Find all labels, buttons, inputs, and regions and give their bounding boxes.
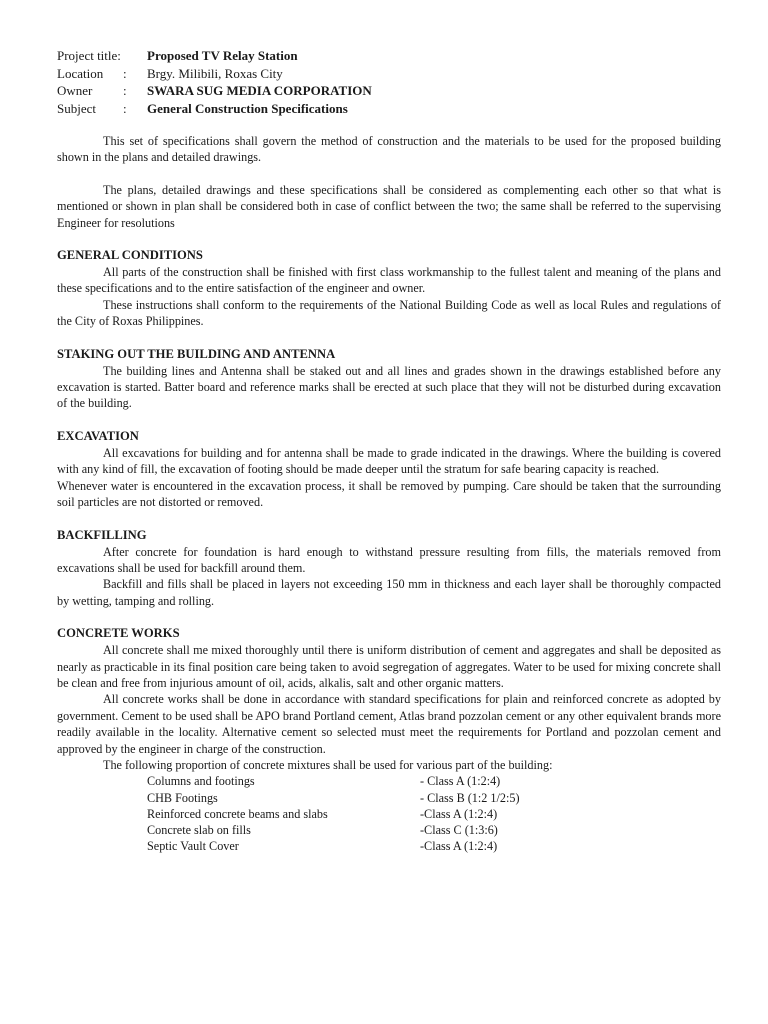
header-value-project-title: Proposed TV Relay Station bbox=[147, 48, 298, 63]
mixture-class: - Class B (1:2 1/2:5) bbox=[420, 790, 520, 805]
header-key: Project title: bbox=[57, 48, 121, 63]
concrete-mixture-list bbox=[147, 773, 721, 854]
header-value-owner: SWARA SUG MEDIA CORPORATION bbox=[147, 83, 372, 98]
section-paragraph: The building lines and Antenna shall be staked out and all lines and grades shown in the drawings established before any excavation is started. Batter board and reference marks shall be erected at such place that they will not be disturbed during excavation of the building. bbox=[57, 363, 721, 411]
header-row-project-title bbox=[57, 47, 737, 65]
section-paragraph: The following proportion of concrete mixtures shall be used for various part of the building: bbox=[103, 757, 553, 772]
list-item bbox=[147, 773, 721, 789]
mixture-part: Concrete slab on fills bbox=[147, 822, 251, 837]
section-heading-backfilling: BACKFILLING bbox=[57, 527, 147, 542]
mixture-class: -Class A (1:2:4) bbox=[420, 839, 498, 854]
section-heading-excavation: EXCAVATION bbox=[57, 428, 139, 443]
mixture-part: CHB Footings bbox=[147, 790, 218, 805]
section-paragraph: All concrete works shall be done in accordance with standard specifications for plain and reinforced concrete as adopted by government. Cement to be used shall be APO brand Portland cement, Atlas brand pozzolan cement or any other equivalent brands more readily available in the locality. Alternative cement so selected must meet the requirements for Portland and pozzolan cement and approved by the engineer in charge of the construction. bbox=[57, 692, 721, 756]
intro-paragraph: The plans, detailed drawings and these specifications shall be considered as complementing each other so that what is mentioned or shown in plan shall be considered both in case of conflict between the two; the same shall be referred to the supervising Engineer for resolutions bbox=[57, 182, 721, 230]
header-row-location bbox=[57, 65, 737, 83]
mixture-class: - Class A (1:2:4) bbox=[420, 774, 501, 789]
section-heading-concrete-works: CONCRETE WORKS bbox=[57, 626, 180, 641]
header-value-location: Brgy. Milibili, Roxas City bbox=[147, 65, 283, 81]
section-paragraph: All parts of the construction shall be finished with first class workmanship to the fullest talent and meaning of the plans and these specifications and to the entire satisfaction of the engineer and owner. bbox=[57, 265, 721, 296]
header-row-subject bbox=[57, 100, 737, 118]
section-heading-staking: STAKING OUT THE BUILDING AND ANTENNA bbox=[57, 346, 336, 361]
header-separator: : bbox=[123, 65, 127, 81]
list-item bbox=[147, 806, 721, 822]
section-heading-general-conditions: GENERAL CONDITIONS bbox=[57, 248, 203, 263]
mixture-part: Septic Vault Cover bbox=[147, 839, 239, 854]
header-row-owner bbox=[57, 82, 737, 100]
mixture-part: Columns and footings bbox=[147, 774, 255, 789]
list-item bbox=[147, 838, 721, 854]
intro-paragraph: This set of specifications shall govern the method of construction and the materials to be used for the proposed building shown in the plans and detailed drawings. bbox=[57, 134, 721, 165]
mixture-part: Reinforced concrete beams and slabs bbox=[147, 806, 328, 821]
mixture-class: -Class C (1:3:6) bbox=[420, 822, 498, 837]
section-paragraph: Whenever water is encountered in the excavation process, it shall be removed by pumping. Care should be taken that the surrounding soil particles are not distorted or removed. bbox=[57, 478, 721, 510]
list-item bbox=[147, 822, 721, 838]
section-paragraph: Backfill and fills shall be placed in layers not exceeding 150 mm in thickness and each layer shall be thoroughly compacted by wetting, tamping and rolling. bbox=[57, 577, 721, 608]
mixture-class: -Class A (1:2:4) bbox=[420, 806, 498, 821]
header-value-subject: General Construction Specifications bbox=[147, 100, 348, 116]
header-key: Subject bbox=[57, 100, 96, 116]
section-paragraph: These instructions shall conform to the requirements of the National Building Code as well as local Rules and regulations of the City of Roxas Philippines. bbox=[57, 297, 721, 329]
section-paragraph: All excavations for building and for antenna shall be made to grade indicated in the drawings. Where the building is covered with any kind of fill, the excavation of footing should be made deeper until the stratum for safe bearing capacity is reached. bbox=[57, 445, 721, 477]
section-paragraph: All concrete shall me mixed thoroughly until there is uniform distribution of cement and aggregates and shall be deposited as nearly as practicable in its final position care being taken to avoid segregation of aggregates. Water to be used for mixing concrete shall be clean and free from injurious amount of oil, acids, alkalis, salt and other organic matters. bbox=[57, 643, 721, 690]
document-header bbox=[57, 47, 737, 117]
section-paragraph: After concrete for foundation is hard enough to withstand pressure resulting from fills, the materials removed from excavations shall be used for backfill around them. bbox=[57, 544, 721, 575]
header-separator: : bbox=[123, 100, 127, 116]
document-body bbox=[57, 133, 721, 854]
header-separator bbox=[123, 47, 147, 65]
list-item bbox=[147, 790, 721, 806]
header-separator: : bbox=[123, 83, 127, 98]
header-key: Location bbox=[57, 65, 104, 81]
header-key: Owner bbox=[57, 83, 93, 98]
